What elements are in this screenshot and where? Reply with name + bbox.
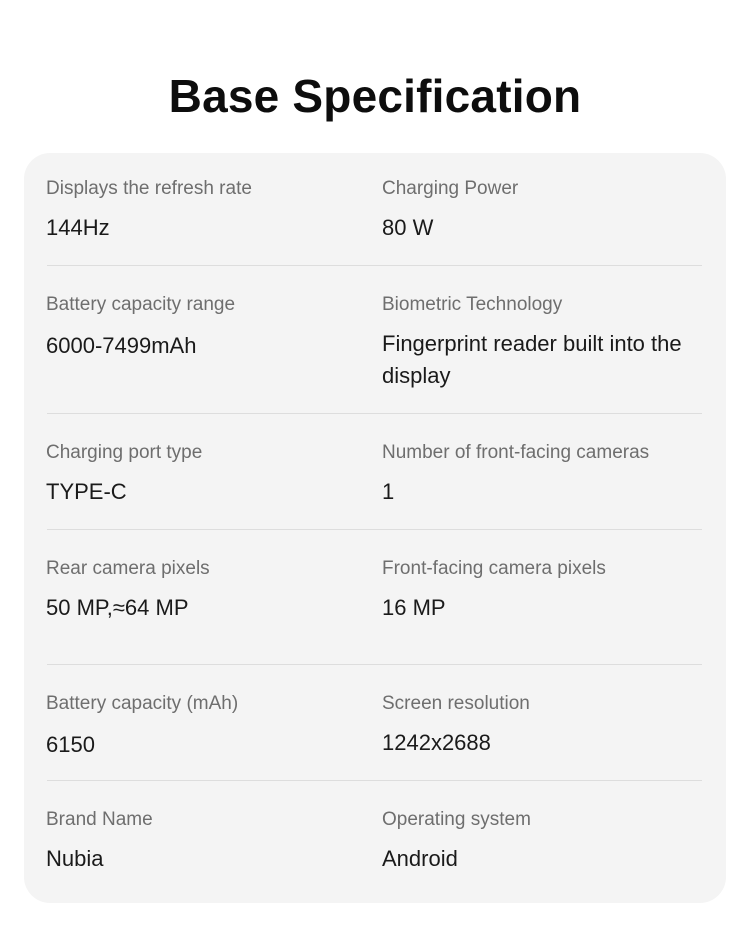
spec-item-front-camera-pixels [382, 557, 702, 624]
spec-label: Charging port type [46, 442, 203, 463]
spec-card [24, 153, 726, 903]
spec-item-charging-power [382, 177, 702, 244]
spec-label: Charging Power [382, 178, 519, 199]
spec-label: Screen resolution [382, 693, 530, 714]
spec-item-refresh-rate [46, 177, 366, 244]
row-divider [47, 780, 702, 781]
spec-item-brand-name [46, 808, 366, 875]
spec-item-screen-resolution [382, 692, 702, 759]
spec-value: 1 [382, 479, 395, 504]
spec-value: Android [382, 846, 458, 871]
spec-label: Biometric Technology [382, 294, 563, 315]
spec-label: Brand Name [46, 809, 153, 830]
spec-value: 16 MP [382, 595, 446, 620]
spec-item-operating-system [382, 808, 702, 875]
spec-value: Nubia [46, 846, 104, 871]
row-divider [47, 265, 702, 266]
spec-label: Number of front-facing cameras [382, 442, 650, 463]
spec-label: Displays the refresh rate [46, 178, 252, 199]
row-divider [47, 413, 702, 414]
spec-label: Rear camera pixels [46, 558, 210, 579]
spec-item-battery-range [46, 293, 366, 362]
spec-value: 1242x2688 [382, 730, 491, 755]
spec-item-charging-port [46, 441, 366, 508]
spec-value: TYPE-C [46, 479, 127, 504]
spec-item-rear-camera [46, 557, 366, 624]
spec-value: Fingerprint reader built into the display [382, 331, 682, 388]
spec-value: 6000-7499mAh [46, 333, 197, 358]
spec-value: 144Hz [46, 215, 110, 240]
spec-value: 80 W [382, 215, 434, 240]
spec-label: Operating system [382, 809, 531, 830]
spec-label: Battery capacity (mAh) [46, 693, 239, 714]
spec-label: Front-facing camera pixels [382, 558, 606, 579]
spec-value: 6150 [46, 732, 95, 757]
spec-label: Battery capacity range [46, 294, 236, 315]
row-divider [47, 664, 702, 665]
spec-item-front-cameras [382, 441, 702, 508]
page-title: Base Specification [168, 70, 582, 122]
spec-value: 50 MP,≈64 MP [46, 595, 189, 620]
row-divider [47, 529, 702, 530]
spec-item-battery-capacity [46, 692, 366, 761]
spec-item-biometric [382, 293, 702, 392]
